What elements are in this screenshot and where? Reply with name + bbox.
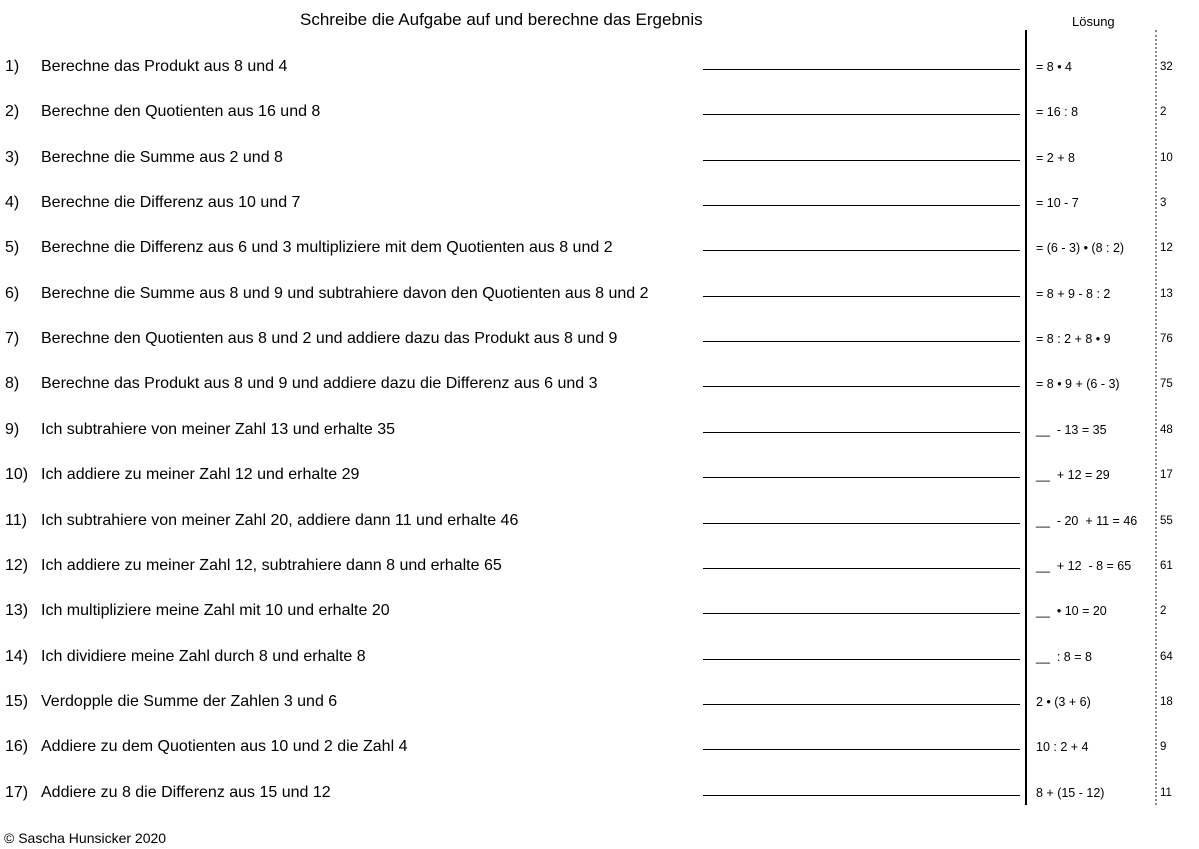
task-row: [0, 738, 1199, 778]
task-text: Berechne die Summe aus 2 und 8: [41, 148, 283, 166]
solution-expression: 2 • (3 + 6): [1036, 694, 1091, 709]
task-row: [0, 194, 1199, 234]
answer-line[interactable]: [703, 69, 1020, 70]
solution-result: 2: [1160, 605, 1167, 618]
answer-line[interactable]: [703, 386, 1020, 387]
solution-expression: 8 + (15 - 12): [1036, 785, 1105, 800]
task-number: 6): [5, 284, 20, 302]
task-row: [0, 784, 1199, 824]
solution-expression: __ • 10 = 20: [1036, 604, 1107, 619]
task-number: 12): [5, 556, 29, 574]
solution-expression: = 8 + 9 - 8 : 2: [1036, 286, 1111, 301]
task-text: Berechne das Produkt aus 8 und 9 und addiere dazu die Differenz aus 6 und 3: [41, 375, 598, 393]
task-row: [0, 693, 1199, 733]
task-text: Ich dividiere meine Zahl durch 8 und erhalte 8: [41, 647, 366, 665]
solution-expression: = 8 • 9 + (6 - 3): [1036, 377, 1120, 392]
task-text: Ich subtrahiere von meiner Zahl 13 und erhalte 35: [41, 420, 395, 438]
answer-line[interactable]: [703, 341, 1020, 342]
task-row: [0, 239, 1199, 279]
task-text: Ich addiere zu meiner Zahl 12 und erhalte 29: [41, 466, 360, 484]
task-number: 16): [5, 738, 29, 756]
solution-result: 2: [1160, 106, 1167, 119]
solution-expression: = 8 : 2 + 8 • 9: [1036, 332, 1111, 347]
solution-result: 55: [1160, 514, 1173, 527]
task-text: Ich subtrahiere von meiner Zahl 20, addiere dann 11 und erhalte 46: [41, 511, 519, 529]
answer-line[interactable]: [703, 704, 1020, 705]
solution-expression: = 8 • 4: [1036, 60, 1072, 74]
solution-result: 9: [1160, 741, 1167, 754]
task-text: Addiere zu 8 die Differenz aus 15 und 12: [41, 783, 331, 801]
solution-result: 61: [1160, 559, 1173, 572]
answer-line[interactable]: [703, 523, 1020, 524]
task-number: 10): [5, 466, 29, 484]
worksheet-title: Schreibe die Aufgabe auf und berechne das Ergebnis: [300, 10, 703, 29]
task-row: [0, 375, 1199, 415]
solution-expression: = 2 + 8: [1036, 150, 1075, 165]
answer-line[interactable]: [703, 160, 1020, 161]
task-number: 2): [5, 103, 20, 121]
task-text: Ich multipliziere meine Zahl mit 10 und erhalte 20: [41, 602, 390, 620]
task-text: Berechne das Produkt aus 8 und 4: [41, 58, 288, 75]
solution-expression: __ + 12 = 29: [1036, 468, 1110, 483]
answer-line[interactable]: [703, 749, 1020, 750]
answer-line[interactable]: [703, 795, 1020, 796]
solution-expression: = (6 - 3) • (8 : 2): [1036, 241, 1125, 256]
answer-line[interactable]: [703, 296, 1020, 297]
task-text: Berechne die Differenz aus 6 und 3 multipliziere mit dem Quotienten aus 8 und 2: [41, 239, 613, 257]
task-row: [0, 149, 1199, 189]
solution-result: 11: [1160, 786, 1172, 799]
task-text: Ich addiere zu meiner Zahl 12, subtrahiere dann 8 und erhalte 65: [41, 556, 502, 574]
solution-expression: = 10 - 7: [1036, 196, 1079, 211]
task-row: [0, 602, 1199, 642]
task-number: 17): [5, 783, 29, 801]
solution-result: 75: [1160, 378, 1173, 391]
task-row: [0, 512, 1199, 552]
copyright-footer: © Sascha Hunsicker 2020: [4, 830, 167, 846]
task-text: Berechne den Quotienten aus 8 und 2 und addiere dazu das Produkt aus 8 und 9: [41, 330, 618, 348]
solution-expression: 10 : 2 + 4: [1036, 740, 1089, 755]
task-text: Verdopple die Summe der Zahlen 3 und 6: [41, 692, 338, 710]
solution-expression: __ : 8 = 8: [1036, 649, 1092, 664]
task-number: 3): [5, 148, 20, 166]
task-row: [0, 58, 1199, 98]
task-row: [0, 330, 1199, 370]
answer-line[interactable]: [703, 205, 1020, 206]
solution-result: 12: [1160, 242, 1173, 255]
solution-result: 18: [1160, 695, 1173, 708]
solution-result: 13: [1160, 287, 1173, 300]
task-number: 4): [5, 194, 20, 212]
solution-result: 32: [1160, 61, 1173, 73]
solution-expression: __ - 20 + 11 = 46: [1036, 513, 1138, 528]
answer-line[interactable]: [703, 477, 1020, 478]
solution-result: 10: [1160, 151, 1173, 164]
solution-result: 64: [1160, 650, 1173, 663]
task-row: [0, 466, 1199, 506]
answer-line[interactable]: [703, 613, 1020, 614]
task-text: Berechne die Summe aus 8 und 9 und subtrahiere davon den Quotienten aus 8 und 2: [41, 284, 649, 302]
task-text: Addiere zu dem Quotienten aus 10 und 2 die Zahl 4: [41, 738, 408, 756]
solution-result: 48: [1160, 423, 1173, 436]
task-number: 8): [5, 375, 20, 393]
answer-line[interactable]: [703, 432, 1020, 433]
task-row: [0, 103, 1199, 143]
task-row: [0, 557, 1199, 597]
task-number: 11): [5, 511, 27, 529]
solution-expression: __ + 12 - 8 = 65: [1036, 558, 1132, 573]
solution-result: 17: [1160, 469, 1173, 482]
solution-expression: = 16 : 8: [1036, 105, 1079, 120]
answer-line[interactable]: [703, 568, 1020, 569]
task-number: 1): [5, 58, 20, 75]
solution-result: 3: [1160, 197, 1167, 210]
solution-column-heading: Lösung: [1072, 14, 1115, 29]
solution-result: 76: [1160, 333, 1173, 346]
answer-line[interactable]: [703, 114, 1020, 115]
task-number: 5): [5, 239, 20, 257]
answer-line[interactable]: [703, 659, 1020, 660]
task-number: 13): [5, 602, 29, 620]
task-number: 7): [5, 330, 20, 348]
task-row: [0, 421, 1199, 461]
task-row: [0, 285, 1199, 325]
task-number: 15): [5, 692, 29, 710]
task-number: 9): [5, 420, 20, 438]
solution-expression: __ - 13 = 35: [1036, 422, 1107, 437]
answer-line[interactable]: [703, 250, 1020, 251]
task-text: Berechne den Quotienten aus 16 und 8: [41, 103, 321, 121]
task-text: Berechne die Differenz aus 10 und 7: [41, 194, 301, 212]
task-number: 14): [5, 647, 29, 665]
task-row: [0, 648, 1199, 688]
